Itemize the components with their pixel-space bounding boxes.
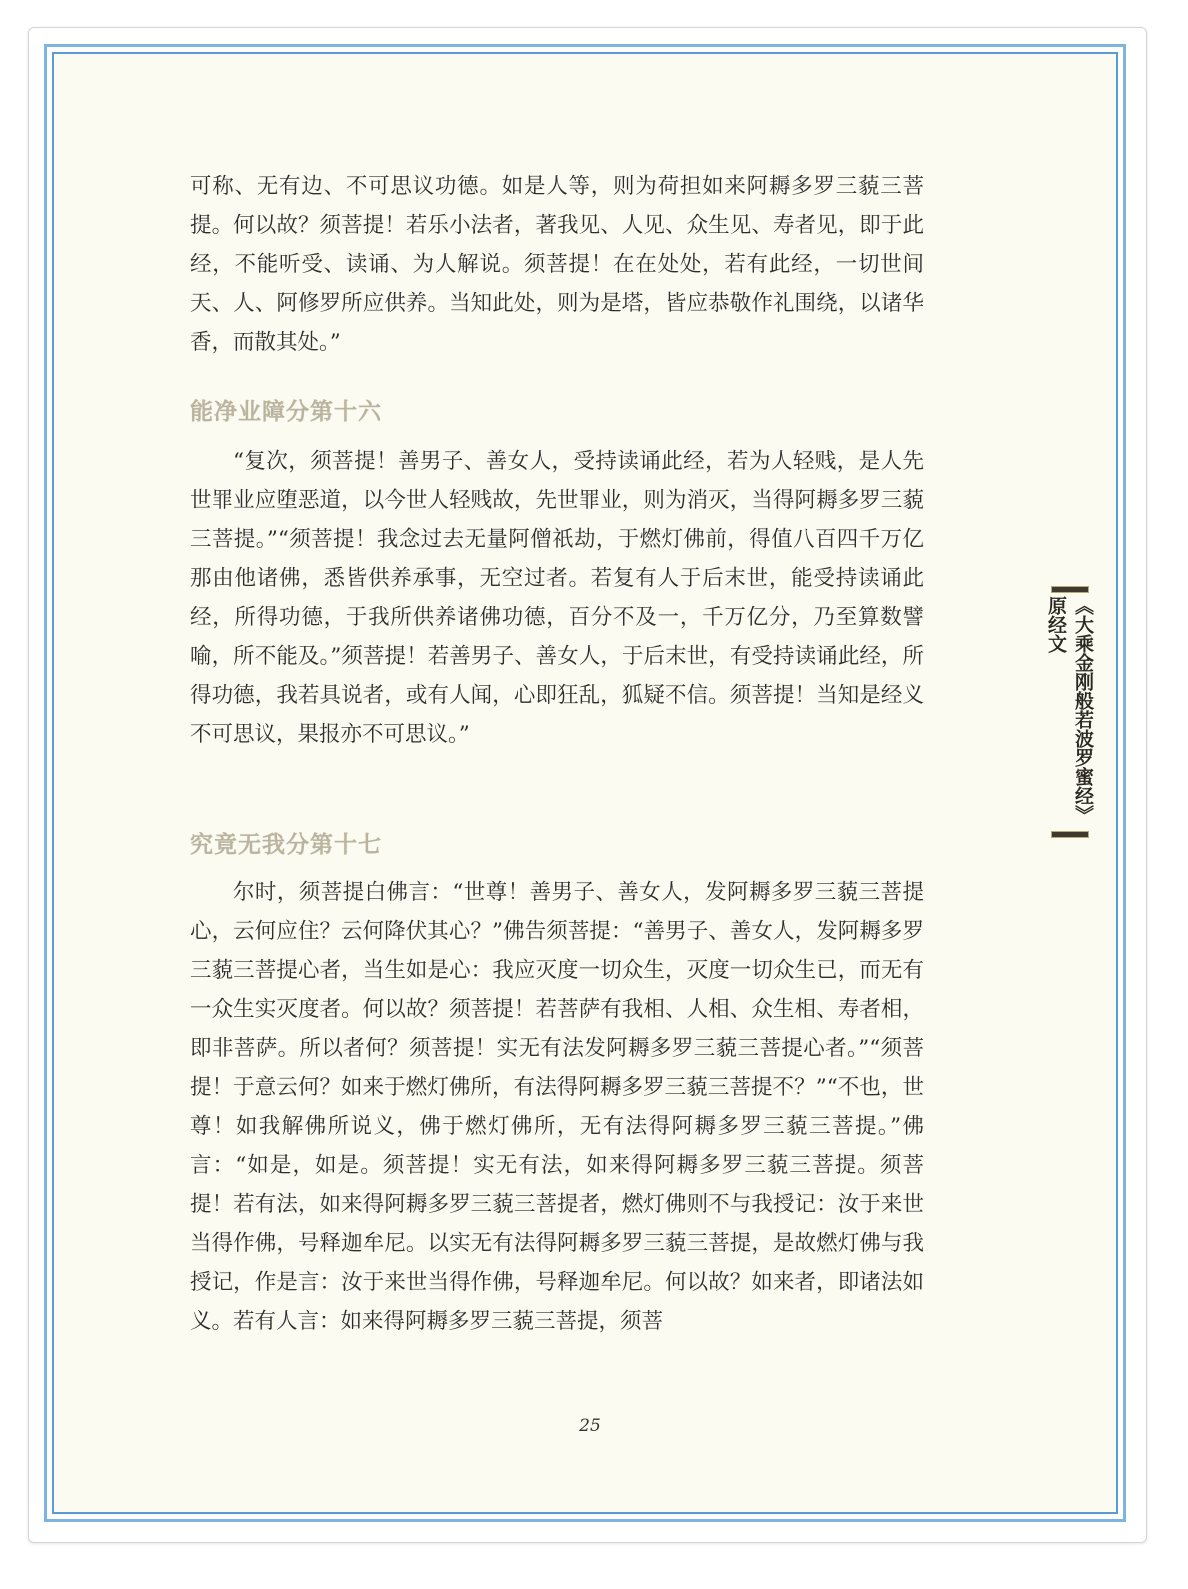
page-number: 25 <box>579 1416 601 1436</box>
section-17-heading: 究竟无我分第十七 <box>190 831 382 858</box>
section-16-heading: 能净业障分第十六 <box>190 398 382 425</box>
side-title-top-ornament <box>1051 586 1089 593</box>
side-book-title <box>1045 586 1094 842</box>
continuation-paragraph: 可称、无有边、不可思议功德。如是人等，则为荷担如来阿耨多罗三藐三菩提。何以故？须菩提！若乐小法者，著我见、人见、众生见、寿者见，即于此经，不能听受、读诵、为人解说。须菩提！在在处处，若有此经，一切世间天、人、阿修罗所应供养。当知此处，则为是塔，皆应恭敬作礼围绕，以诸华香，而散其处。” <box>190 174 924 355</box>
continuation-block <box>190 167 924 362</box>
section-17-paragraph: 尔时，须菩提白佛言：“世尊！善男子、善女人，发阿耨多罗三藐三菩提心，云何应住？云何降伏其心？”佛告须菩提：“善男子、善女人，发阿耨多罗三藐三菩提心者，当生如是心：我应灭度一切众生，灭度一切众生已，而无有一众生实灭度者。何以故？须菩提！若菩萨有我相、人相、众生相、寿者相，即非菩萨。所以者何？须菩提！实无有法发阿耨多罗三藐三菩提心者。”“须菩提！于意云何？如来于燃灯佛所，有法得阿耨多罗三藐三菩提不？”“不也，世尊！如我解佛所说义，佛于燃灯佛所，无有法得阿耨多罗三藐三菩提。”佛言：“如是，如是。须菩提！实无有法，如来得阿耨多罗三藐三菩提。须菩提！若有法，如来得阿耨多罗三藐三菩提者，燃灯佛则不与我授记：汝于来世当得作佛，号释迦牟尼。以实无有法得阿耨多罗三藐三菩提，是故燃灯佛与我授记，作是言：汝于来世当得作佛，号释迦牟尼。何以故？如来者，即诸法如义。若有人言：如来得阿耨多罗三藐三菩提，须菩 <box>190 880 924 1334</box>
side-title-text: 《大乘金刚般若波罗蜜经》原经文 <box>1045 596 1094 824</box>
section-16-block <box>190 442 924 754</box>
section-17-block <box>190 873 924 1341</box>
side-title-bottom-ornament <box>1051 831 1089 838</box>
section-16-paragraph: “复次，须菩提！善男子、善女人，受持读诵此经，若为人轻贱，是人先世罪业应堕恶道，以今世人轻贱故，先世罪业，则为消灭，当得阿耨多罗三藐三菩提。”“须菩提！我念过去无量阿僧祇劫，于燃灯佛前，得值八百四千万亿那由他诸佛，悉皆供养承事，无空过者。若复有人于后末世，能受持读诵此经，所得功德，于我所供养诸佛功德，百分不及一，千万亿分，乃至算数譬喻，所不能及。”须菩提！若善男子、善女人，于后末世，有受持读诵此经，所得功德，我若具说者，或有人闻，心即狂乱，狐疑不信。须菩提！当知是经义不可思议，果报亦不可思议。” <box>190 449 924 747</box>
